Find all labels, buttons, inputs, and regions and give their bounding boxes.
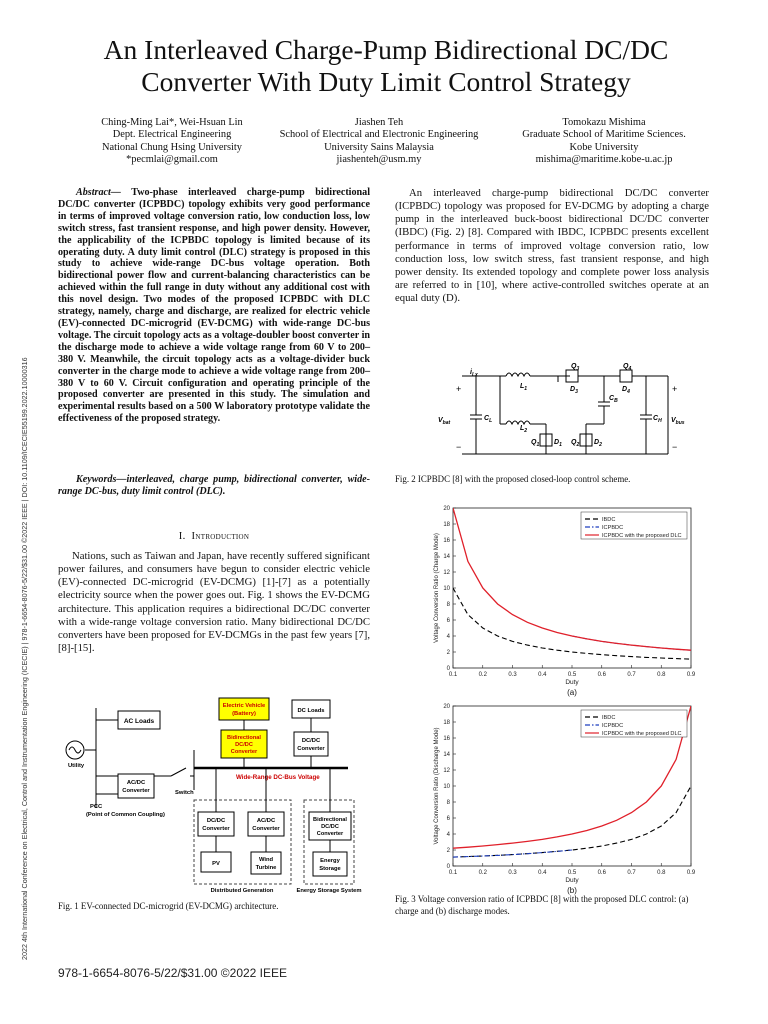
vbat-plus-sign: + [456,384,462,394]
dc-loads-label: DC Loads [297,708,325,714]
pcc-sub-label: (Point of Common Coupling) [86,812,165,818]
y-tick-label: 4 [446,832,450,839]
author-names: Tomokazu Mishima [562,117,646,128]
ev-label-2: (Battery) [232,711,256,717]
bidir-label-1: Bidirectional [227,735,261,741]
acdc-main-label-1: AC/DC [126,780,146,786]
ch-label: $C_H$ [653,415,662,424]
author-univ: University Sains Malaysia [324,141,434,153]
author-email: mishima@maritime.kobe-u.ac.jp [535,154,673,166]
fig2-circuit-diagram [436,362,700,460]
x-tick-label: 0.5 [567,672,577,678]
x-tick-label: 0.2 [478,870,487,876]
conference-sidebar [0,200,30,960]
dg1-label-1: DC/DC [206,818,226,824]
dcdc-top-label-2: Converter [297,746,325,752]
y-tick-label: 12 [443,570,450,577]
y-tick-label: 4 [446,634,450,641]
author-block-2 [262,117,496,167]
x-tick-label: 0.9 [686,672,696,678]
legend-entry: IBDC [602,517,616,523]
x-tick-label: 0.2 [478,672,487,678]
pv-label: PV [212,861,220,867]
y-tick-label: 16 [443,538,450,545]
author-dept: School of Electrical and Electronic Engineering [279,129,479,141]
section-number: I. [178,530,186,542]
paper-title [40,34,732,98]
fig3a-charge-mode-chart [428,503,708,699]
x-tick-label: 0.8 [657,870,666,876]
q3-label: $Q_3$ [571,363,580,372]
y-axis-label: Voltage Conversion Ratio (Charge Mode) [434,533,440,643]
author-names: Ching-Ming Lai*, Wei-Hsuan Lin [101,117,243,128]
q4-label: $Q_4$ [623,363,632,372]
x-tick-label: 0.9 [686,870,696,876]
acdc-main-box [118,774,154,798]
y-tick-label: 8 [446,602,450,609]
x-tick-label: 0.3 [508,672,517,678]
right-paragraph: An interleaved charge-pump bidirectional DC/DC converter (ICPBDC) topology was proposed for EV-DCMG by adopting a charge pump in the interleaved buck-boost bidirectional DC/DC converter (IBDC) (Fig. 2) [8]. Compared with IBDC, ICPBDC presents excellent performance in terms of improved voltage conversion ratio, low conduction loss, low switch stress, fast transient response, and high power density. Its extended topology and complete power loss analysis are referred to in [10], where active-controlled switches operate at an equal duty (D). [395,187,709,305]
y-axis-label: Voltage Conversion Ratio (Discharge Mode) [434,727,440,845]
x-tick-label: 0.6 [597,672,606,678]
keywords [58,474,370,498]
y-tick-label: 16 [443,736,450,743]
title-line-2: Converter With Duty Limit Control Strategy [141,66,631,97]
x-axis-label: Duty [565,877,579,884]
abstract-label: Abstract— [76,187,121,198]
pcc-label: PCC [90,804,103,810]
ess-label-1: Bidirectional [313,817,347,823]
copyright-footer: 978-1-6654-8076-5/22/$31.00 ©2022 IEEE [58,966,288,980]
vbat-minus-sign: − [456,442,462,452]
subfigure-label: (b) [567,886,577,895]
x-tick-label: 0.7 [627,870,636,876]
y-tick-label: 0 [446,666,450,673]
y-tick-label: 8 [446,800,450,807]
legend-entry: ICPBDC [602,525,624,531]
energy-storage-box [313,852,347,876]
dcdc-top-label-1: DC/DC [301,738,321,744]
bidir-label-2: DC/DC [235,742,253,748]
x-tick-label: 0.3 [508,870,517,876]
author-names: Jiashen Teh [354,117,404,128]
x-tick-label: 0.6 [597,870,606,876]
energy-label-1: Energy [320,858,340,864]
dg2-label-2: Converter [252,826,280,832]
dg-acdc-box [248,812,284,836]
vbus-minus-sign: − [672,442,678,452]
q1-label: $Q_1$ [531,439,540,448]
d4-label: $D_4$ [622,386,630,395]
y-tick-label: 0 [446,864,450,871]
d1-label: $D_1$ [554,439,562,448]
fig1-caption: Fig. 1 EV-connected DC-microgrid (EV-DCMG) architecture. [58,901,279,911]
keywords-text: Keywords—interleaved, charge pump, bidirectional converter, wide-range DC-bus, duty limit control (DLC). [58,474,370,497]
author-dept: Dept. Electrical Engineering [112,129,232,141]
dist-gen-label: Distributed Generation [210,888,274,894]
acdc-main-label-2: Converter [122,788,150,794]
y-tick-label: 12 [443,768,450,775]
fig2-caption: Fig. 2 ICPBDC [8] with the proposed closed-loop control scheme. [395,474,631,484]
legend-entry: ICPBDC with the proposed DLC [602,533,682,539]
cb-label: $C_B$ [609,395,618,404]
q2-label: $Q_2$ [571,439,580,448]
vbus-label: $V_{bus}$ [671,417,685,426]
title-line-1: An Interleaved Charge-Pump Bidirectional DC/DC [103,34,669,65]
x-tick-label: 0.8 [657,672,666,678]
wind-label-2: Turbine [255,865,277,871]
legend-entry: ICPBDC with the proposed DLC [602,731,682,737]
subfigure-label: (a) [567,688,577,697]
sidebar-text: 2022 4th International Conference on Electrical, Control and Instrumentation Engineering (ICECIE) | 978-1-6654-8076-5/22/$31.00 ©2022 IEEE | DOI: 10.1109/ICECIE55199.2022.10000316 [20,357,29,960]
d3-label: $D_3$ [570,386,578,395]
x-tick-label: 0.1 [448,870,458,876]
dg-dcdc-box [198,812,234,836]
ev-label-1: Electric Vehicle [222,703,266,709]
author-univ: National Chung Hsing University [102,141,242,153]
y-tick-label: 18 [443,720,450,727]
fig3b-discharge-mode-chart [428,701,708,897]
vbus-plus-sign: + [672,384,678,394]
ess-label-2: DC/DC [321,824,339,830]
author-univ: Kobe University [569,141,639,153]
right-column-text [395,187,709,305]
energy-label-2: Storage [319,866,341,872]
l2-label: $L_2$ [520,425,528,434]
bidir-label-3: Converter [230,749,258,755]
dg1-label-2: Converter [202,826,230,832]
abstract-text: Two-phase interleaved charge-pump bidirectional DC/DC converter (ICPBDC) topology exhibits very good performance in terms of improved voltage conversion ratio, low conduction loss, low switch stress, fast transient response, and high power density. However, the applicability of the ICPBDC topology is limited because of its operating duty. A duty limit control (DLC) strategy is proposed in this study to achieve wide-range DC-bus voltage operation. Both bidirectional power flow and current-balancing characteristics can be achieved within the full range in duty without any additional cost with this novel design. Two modes of the proposed ICPBDC with DLC strategy, namely, charge and discharge, are realized for electric vehicle (EV)-connected DC-microgrid (EV-DCMG) with wide-range DC-bus voltage. The circuit topology acts as a voltage-doubler boost converter in the discharge mode to achieve a wide voltage range from 60 V to 200–380 V. Meanwhile, the circuit topology acts as a voltage-divider buck converter in the charge mode to achieve a wide voltage range from 200–380 V to 60 V. Circuit configuration and operating principle of the proposed converter are presented in this study. The simulation and experimental results based on a 500 W laboratory prototype validate the effectiveness of the proposed strategy. [58,187,370,425]
intro-paragraph: Nations, such as Taiwan and Japan, have recently suffered significant power failures, and consumers have begun to consider electric vehicle (EV)-connected DC-microgrid (EV-DCMG) [1]-[7] as a potentially electricity source when the power goes out. Fig. 1 shows the EV-DCMG architecture. This application requires a bidirectional DC/DC converter with a wide-range voltage conversion ratio. Many bidirectional DC/DC converters have been proposed for EV-DCMGs in the past few years [7], [8]-[15]. [58,550,370,655]
y-tick-label: 18 [443,522,450,529]
x-tick-label: 0.4 [538,870,547,876]
y-tick-label: 10 [443,784,450,791]
utility-label: Utility [68,763,85,769]
section-heading [58,530,370,542]
section-title: Introduction [191,530,250,542]
author-dept: Graduate School of Maritime Sciences. [522,129,686,141]
x-axis-label: Duty [565,679,579,686]
author-block-1 [58,117,286,167]
introduction-text [58,550,370,655]
x-tick-label: 0.4 [538,672,547,678]
switch-label: Switch [175,790,194,796]
ess-group-label: Energy Storage System [296,888,362,894]
cl-label: $C_L$ [484,415,493,424]
y-tick-label: 14 [443,752,450,759]
y-tick-label: 6 [446,618,450,625]
legend-entry: IBDC [602,715,616,721]
author-email: jiashenteh@usm.my [336,154,422,166]
x-tick-label: 0.7 [627,672,636,678]
y-tick-label: 10 [443,586,450,593]
il-label: $i_{Lx}$ [470,369,478,378]
y-tick-label: 20 [443,506,450,513]
y-tick-label: 2 [446,650,450,657]
dc-bus-label: Wide-Range DC-Bus Voltage [236,774,320,781]
dcdc-top-box [294,732,328,756]
vbat-label: $V_{bat}$ [438,417,451,426]
y-tick-label: 6 [446,816,450,823]
x-tick-label: 0.1 [448,672,458,678]
d2-label: $D_2$ [594,439,602,448]
y-tick-label: 2 [446,848,450,855]
legend-entry: ICPBDC [602,723,624,729]
fig3-caption: Fig. 3 Voltage conversion ratio of ICPBDC [8] with the proposed DLC control: (a) charge and (b) discharge modes. [395,894,689,916]
y-tick-label: 14 [443,554,450,561]
l1-label: $L_1$ [520,383,528,392]
wind-label-1: Wind [258,857,274,863]
y-tick-label: 20 [443,704,450,711]
abstract [58,187,370,425]
ess-label-3: Converter [316,831,344,837]
x-tick-label: 0.5 [567,870,577,876]
author-block-3 [494,117,714,167]
ac-loads-label: AC Loads [123,718,155,725]
author-email: *pecmlai@gmail.com [126,154,218,166]
dg2-label-1: AC/DC [256,818,276,824]
fig1-architecture-diagram [58,690,370,900]
